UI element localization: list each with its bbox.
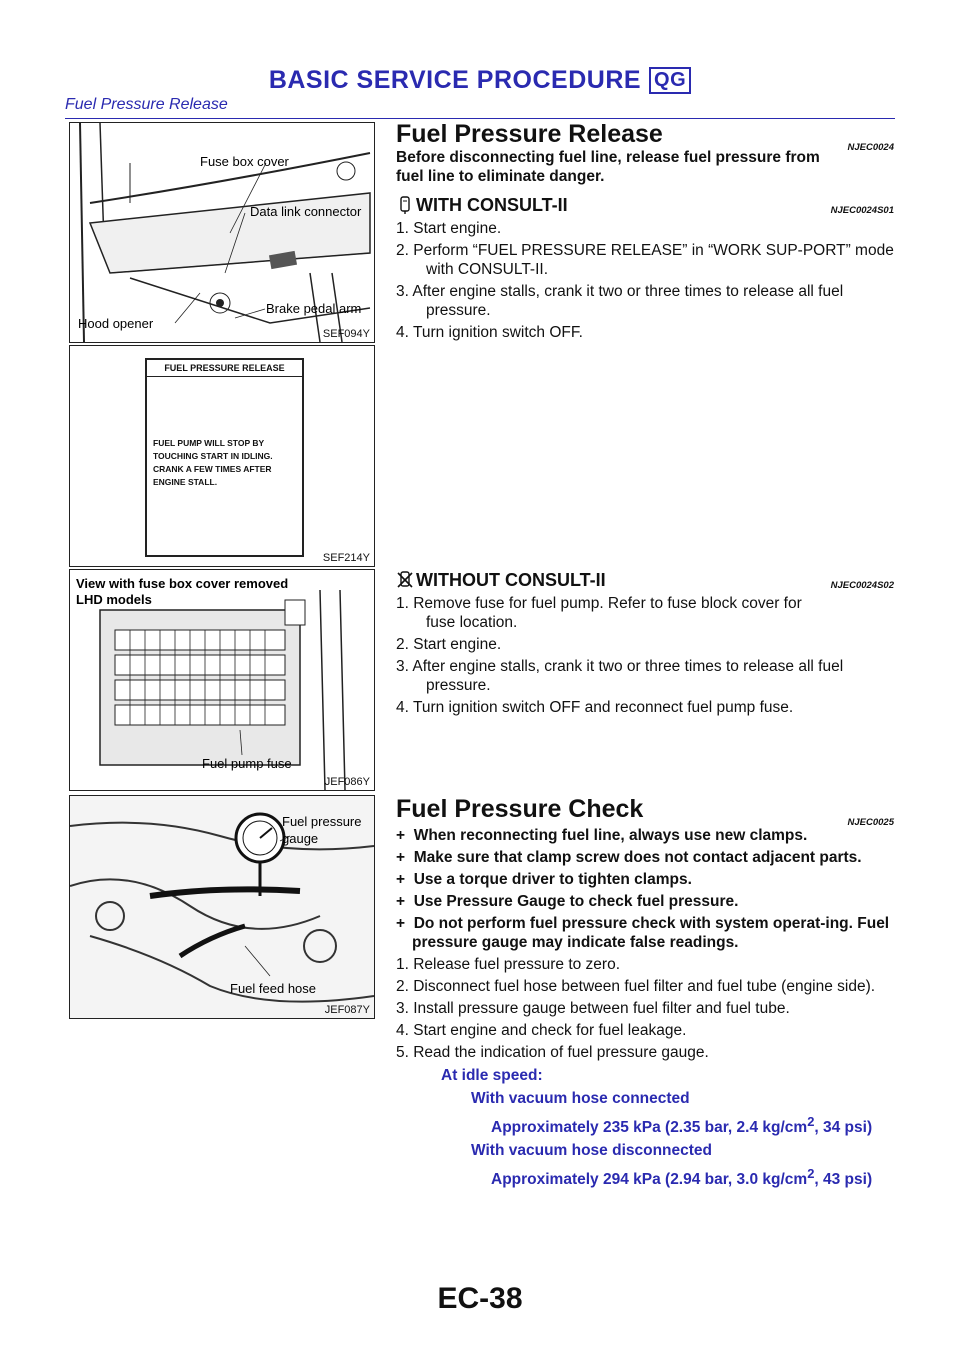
step-item: 3. After engine stalls, crank it two or three times to release all fuel pressure. bbox=[396, 283, 844, 319]
page-number: EC-38 bbox=[437, 1282, 523, 1315]
section-fuel-pressure-release bbox=[396, 120, 894, 345]
step-item: 3. After engine stalls, crank it two or three times to release all fuel pressure. bbox=[396, 658, 844, 694]
consult-screen-message bbox=[147, 377, 302, 489]
subsection-ref-code: NJEC0024S02 bbox=[830, 580, 894, 591]
caution-bullet bbox=[396, 892, 894, 911]
header-title bbox=[0, 66, 960, 95]
step-item: 4. Start engine and check for fuel leakage. bbox=[396, 1022, 687, 1039]
figure-fuse-box-location bbox=[69, 122, 375, 343]
bullet-mark: + bbox=[396, 915, 406, 932]
step-item: 1. Remove fuse for fuel pump. Refer to fuse block cover for fuse location. bbox=[396, 595, 802, 631]
caution-bullet bbox=[396, 870, 894, 889]
bullet-mark: + bbox=[396, 893, 406, 910]
figure-code: JEF086Y bbox=[324, 776, 370, 788]
header-subtitle: Fuel Pressure Release bbox=[65, 96, 228, 113]
subsection-title: WITH CONSULT-II bbox=[416, 195, 568, 215]
no-consult-tool-icon bbox=[396, 571, 414, 589]
engine-badge: QG bbox=[649, 67, 691, 94]
caution-bullet bbox=[396, 848, 894, 867]
caution-bullet bbox=[396, 826, 894, 845]
header-divider bbox=[65, 118, 895, 119]
spec-value-text: Approximately 235 kPa (2.35 bar, 2.4 kg/cm bbox=[491, 1119, 808, 1137]
section-title-text: Fuel Pressure Check bbox=[396, 795, 644, 823]
step-item: 1. Release fuel pressure to zero. bbox=[396, 956, 621, 973]
label-fuel-pump-fuse: Fuel pump fuse bbox=[202, 756, 292, 771]
bullet-text: When reconnecting fuel line, always use new clamps. bbox=[413, 827, 808, 844]
spec-superscript: 2 bbox=[807, 1166, 815, 1182]
figure-fuel-pressure-gauge bbox=[69, 795, 375, 1019]
subsection-without-consult bbox=[396, 569, 894, 591]
section-ref-code: NJEC0024 bbox=[847, 142, 894, 153]
spec-value-text: , 43 psi) bbox=[814, 1171, 873, 1189]
consult-line: FUEL PUMP WILL STOP BY bbox=[153, 438, 265, 448]
consult-screen-title: FUEL PRESSURE RELEASE bbox=[147, 360, 302, 377]
label-lhd-models: LHD models bbox=[76, 592, 152, 607]
label-fuse-box-cover: Fuse box cover bbox=[200, 154, 289, 169]
spec-idle-speed: At idle speed: bbox=[441, 1067, 543, 1084]
bullet-text: Make sure that clamp screw does not contact adjacent parts. bbox=[413, 849, 862, 866]
label-data-link-connector: Data link connector bbox=[250, 204, 362, 219]
bullet-mark: + bbox=[396, 849, 406, 866]
figure-code: SEF094Y bbox=[322, 328, 370, 340]
bullet-text: Do not perform fuel pressure check with system operat-ing. Fuel pressure gauge may indicate false readings. bbox=[412, 915, 890, 951]
subsection-title: WITHOUT CONSULT-II bbox=[416, 570, 606, 590]
figure-code: SEF214Y bbox=[322, 552, 370, 564]
figure-gauge-drawing bbox=[70, 796, 374, 1018]
step-item: 4. Turn ignition switch OFF. bbox=[396, 324, 583, 341]
section-intro: Before disconnecting fuel line, release fuel pressure from fuel line to eliminate danger. bbox=[396, 149, 820, 185]
step-item: 2. Disconnect fuel hose between fuel filter and fuel tube (engine side). bbox=[396, 978, 876, 995]
label-fuel-feed-hose: Fuel feed hose bbox=[230, 981, 317, 996]
figure-consult-screen bbox=[69, 345, 375, 567]
figure-fuse-block-drawing bbox=[70, 570, 374, 790]
label-fuel-pressure: Fuel pressure bbox=[282, 814, 362, 829]
label-brake-pedal-arm: Brake pedal arm bbox=[266, 301, 362, 316]
spec-value-text: Approximately 294 kPa (2.94 bar, 3.0 kg/cm bbox=[491, 1171, 808, 1189]
section-title bbox=[396, 795, 894, 828]
caution-bullet bbox=[396, 914, 894, 952]
step-item: 4. Turn ignition switch OFF and reconnect fuel pump fuse. bbox=[396, 699, 794, 716]
spec-vacuum-connected-value bbox=[491, 1112, 894, 1137]
figure-fuel-pump-fuse bbox=[69, 569, 375, 791]
label-gauge: gauge bbox=[282, 831, 319, 846]
consult-line: CRANK A FEW TIMES AFTER bbox=[153, 464, 272, 474]
spec-vacuum-disconnected: With vacuum hose disconnected bbox=[471, 1142, 713, 1160]
consult-line: TOUCHING START IN IDLING. bbox=[153, 451, 273, 461]
figure-fuse-box-drawing bbox=[70, 123, 374, 342]
header-title-text: BASIC SERVICE PROCEDURE bbox=[268, 66, 642, 94]
label-hood-opener: Hood opener bbox=[78, 316, 154, 331]
step-item: 2. Perform “FUEL PRESSURE RELEASE” in “WORK SUP-PORT” mode with CONSULT-II. bbox=[396, 242, 894, 278]
bullet-mark: + bbox=[396, 871, 406, 888]
label-view-note: View with fuse box cover removed bbox=[76, 576, 289, 591]
section-ref-code: NJEC0025 bbox=[847, 817, 894, 828]
consult-line: ENGINE STALL. bbox=[153, 477, 218, 487]
step-item: 3. Install pressure gauge between fuel filter and fuel tube. bbox=[396, 1000, 790, 1017]
spec-vacuum-connected: With vacuum hose connected bbox=[471, 1090, 690, 1107]
subsection-without-consult-block bbox=[396, 569, 894, 720]
subsection-ref-code: NJEC0024S01 bbox=[830, 205, 894, 216]
section-fuel-pressure-check bbox=[396, 795, 894, 1189]
subsection-with-consult bbox=[396, 194, 894, 216]
bullet-text: Use Pressure Gauge to check fuel pressure. bbox=[413, 893, 739, 910]
spec-value-text: , 34 psi) bbox=[814, 1119, 873, 1137]
section-title-text: Fuel Pressure Release bbox=[396, 120, 663, 148]
spec-superscript: 2 bbox=[807, 1114, 815, 1129]
section-title bbox=[396, 120, 894, 153]
consult-tool-icon bbox=[396, 196, 414, 214]
bullet-text: Use a torque driver to tighten clamps. bbox=[413, 871, 692, 888]
step-item: 5. Read the indication of fuel pressure gauge. bbox=[396, 1044, 709, 1061]
consult-screen bbox=[145, 358, 304, 557]
bullet-mark: + bbox=[396, 827, 406, 844]
figure-code: JEF087Y bbox=[324, 1004, 370, 1016]
step-item: 1. Start engine. bbox=[396, 220, 502, 237]
spec-vacuum-disconnected-value bbox=[491, 1164, 894, 1189]
step-item: 2. Start engine. bbox=[396, 636, 502, 653]
